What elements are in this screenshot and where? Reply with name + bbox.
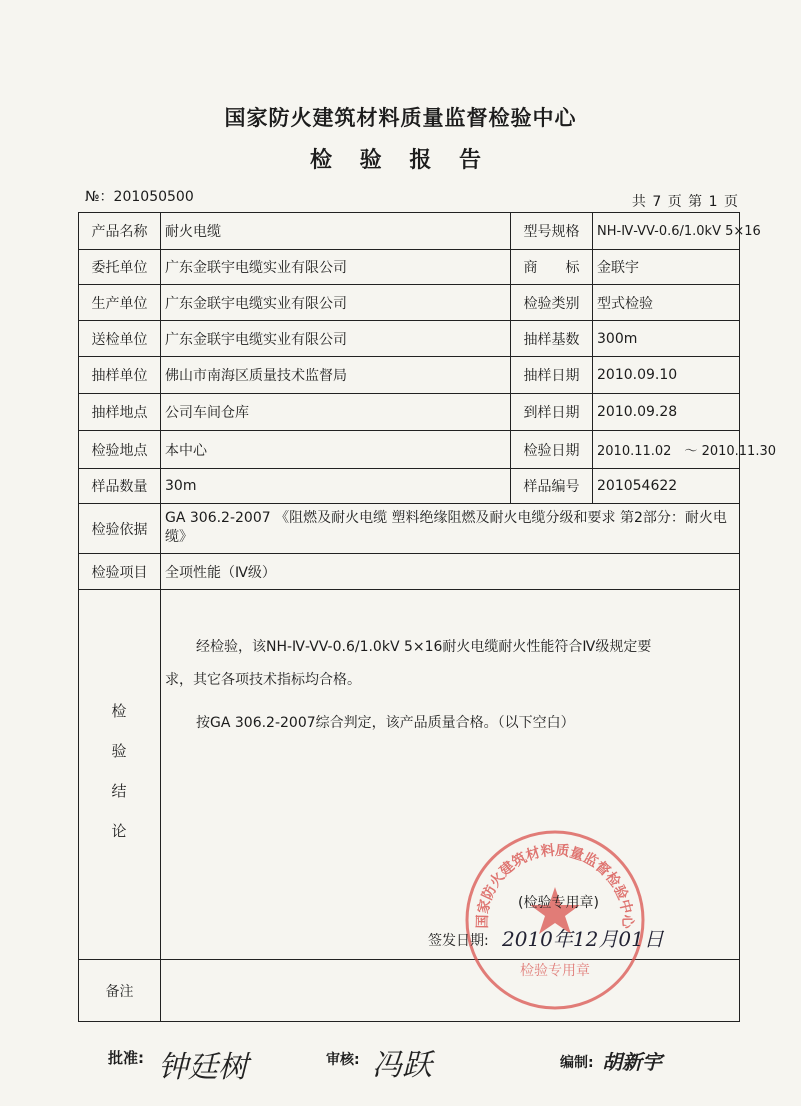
seal-text: 国家防火建筑材料质量监督检验中心 xyxy=(474,842,636,929)
sample-place-label: 抽样地点 xyxy=(79,394,161,431)
sampler-value: 佛山市南海区质量技术监督局 xyxy=(161,357,511,394)
sampler-label: 抽样单位 xyxy=(79,357,161,394)
conclusion-line-3: 按GA 306.2-2007综合判定，该产品质量合格。（以下空白） xyxy=(196,715,575,731)
product-name-label: 产品名称 xyxy=(79,213,161,250)
remarks-value xyxy=(161,960,740,1022)
basis-value: GA 306.2-2007 《阻燃及耐火电缆 塑料绝缘阻燃及耐火电缆分级和要求 第2部分：耐火电缆》 xyxy=(161,504,740,554)
conclusion-label-cell xyxy=(79,590,161,960)
test-place-label: 检验地点 xyxy=(79,431,161,469)
remarks-label: 备注 xyxy=(79,960,161,1022)
page-count: 共 7 页 第 1 页 xyxy=(631,194,739,210)
conclusion-line-2: 求，其它各项技术指标均合格。 xyxy=(165,672,361,688)
qty-label: 样品数量 xyxy=(79,469,161,504)
brand-value: 金联宇 xyxy=(593,250,740,285)
author-signature: 胡新宇 xyxy=(602,1050,662,1074)
author-label: 编制: xyxy=(560,1055,594,1071)
approve-signature: 钟廷树 xyxy=(158,1050,248,1085)
conclusion-char-2: 验 xyxy=(111,742,127,760)
sender-value: 广东金联宇电缆实业有限公司 xyxy=(161,321,511,357)
test-place-value: 本中心 xyxy=(161,431,511,469)
test-date-label: 检验日期 xyxy=(511,431,593,469)
sign-date-label: 签发日期: xyxy=(428,933,489,949)
model-label: 型号规格 xyxy=(511,213,593,250)
official-seal xyxy=(460,825,650,1015)
sample-place-value: 公司车间仓库 xyxy=(161,394,511,431)
review-label: 审核: xyxy=(326,1052,360,1068)
report-number: №：201050500 xyxy=(85,189,194,205)
brand-label: 商 标 xyxy=(511,250,593,285)
items-value: 全项性能（Ⅳ级） xyxy=(161,554,740,590)
seal-subtext: 检验专用章 xyxy=(520,963,590,979)
qty-value: 30m xyxy=(161,469,511,504)
doc-title: 检 验 报 告 xyxy=(310,148,491,173)
conclusion-char-1: 检 xyxy=(111,702,127,720)
basis-label: 检验依据 xyxy=(79,504,161,554)
stamp-note: (检验专用章) xyxy=(518,895,599,911)
client-label: 委托单位 xyxy=(79,250,161,285)
sample-date-value: 2010.09.10 xyxy=(593,357,740,394)
org-title: 国家防火建筑材料质量监督检验中心 xyxy=(224,106,577,130)
producer-label: 生产单位 xyxy=(79,285,161,321)
conclusion-line-1: 经检验，该NH-Ⅳ-VV-0.6/1.0kV 5×16耐火电缆耐火性能符合Ⅳ级规定要 xyxy=(196,639,652,655)
test-type-label: 检验类别 xyxy=(511,285,593,321)
client-value: 广东金联宇电缆实业有限公司 xyxy=(161,250,511,285)
sample-date-label: 抽样日期 xyxy=(511,357,593,394)
items-label: 检验项目 xyxy=(79,554,161,590)
base-label: 抽样基数 xyxy=(511,321,593,357)
producer-value: 广东金联宇电缆实业有限公司 xyxy=(161,285,511,321)
approve-label: 批准: xyxy=(108,1049,144,1067)
base-value: 300m xyxy=(593,321,740,357)
arrival-date-value: 2010.09.28 xyxy=(593,394,740,431)
conclusion-char-4: 论 xyxy=(111,822,127,840)
sample-no-value: 201054622 xyxy=(593,469,740,504)
arrival-date-label: 到样日期 xyxy=(511,394,593,431)
model-value: NH-Ⅳ-VV-0.6/1.0kV 5×16 xyxy=(593,213,740,250)
test-date-value: 2010.11.02 ～ 2010.11.30 xyxy=(593,431,740,469)
review-signature: 冯跃 xyxy=(372,1048,432,1083)
sample-no-label: 样品编号 xyxy=(511,469,593,504)
test-type-value: 型式检验 xyxy=(593,285,740,321)
product-name-value: 耐火电缆 xyxy=(161,213,511,250)
sender-label: 送检单位 xyxy=(79,321,161,357)
conclusion-char-3: 结 xyxy=(111,782,127,800)
sign-date: 2010年12月01日 xyxy=(502,927,664,951)
